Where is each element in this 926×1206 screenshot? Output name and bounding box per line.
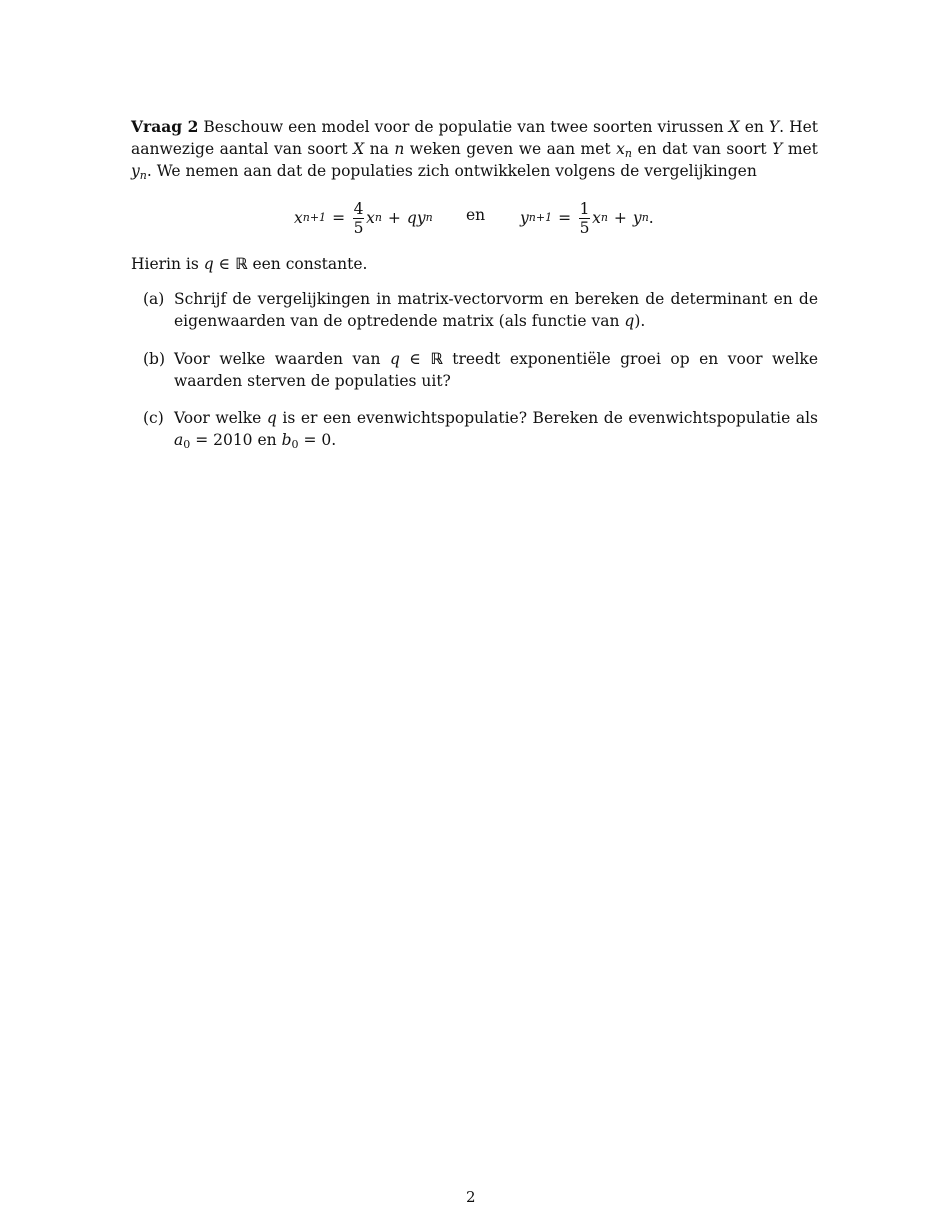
subquestion-label: (c) bbox=[143, 409, 164, 427]
document-page: Vraag 2 Beschouw een model voor de populatie van twee soorten virussen X en Y. Het aanwezige aantal van soort X na n weken geven we aan met $x_n$ en dat van soort Y met $y_n$. We nemen aan dat de populaties zich ontwikkelen volgens de vergelijkingen x n+1 = $\frac{4}{5}$ x n + qy n en y n+1 = $\frac{1}{5}$ x n + y n . Hierin is q ∈ ℝ een constante. (a) Schrijf de vergelijkingen in matrix-vectorvorm en bereken de determinant en de eigenwaarden van de optredende matrix (als functie van q). (b) Voor welke waarden van q ∈ ℝ treedt exponentiële groei op en voor welke waarden sterven de populaties uit? (c) Voor welke q is er een evenwichtspopulatie? Bereken de evenwichtspopulatie als $a_0 = 2010$ en $b_0 = 0$. 2 bbox=[0, 0, 926, 1198]
question-heading: Vraag 2 bbox=[131, 117, 199, 136]
page-number: 2 bbox=[466, 1188, 476, 1206]
constant-statement: Hierin is q ∈ ℝ een constante. bbox=[131, 255, 368, 273]
subquestion-label: (a) bbox=[143, 290, 165, 308]
equation-connector: en bbox=[466, 206, 486, 224]
fraction-four-fifths: $\frac{4}{5}$ bbox=[353, 199, 364, 237]
fraction-one-fifth: $\frac{1}{5}$ bbox=[579, 199, 590, 237]
subquestion-label: (b) bbox=[143, 350, 166, 368]
display-equations bbox=[0, 195, 926, 241]
question-intro: Vraag 2 Beschouw een model voor de populatie van twee soorten virussen X en Y. Het aanwezige aantal van soort X na n weken geven we aan met $x_n$ en dat van soort Y met $y_n$. We nemen aan dat de populaties zich ontwikkelen volgens de vergelijkingen bbox=[131, 117, 818, 182]
equation-y: y n+1 = $\frac{1}{5}$ x n + y n . bbox=[520, 199, 654, 237]
equation-x: x n+1 = $\frac{4}{5}$ x n + qy n bbox=[294, 199, 433, 237]
